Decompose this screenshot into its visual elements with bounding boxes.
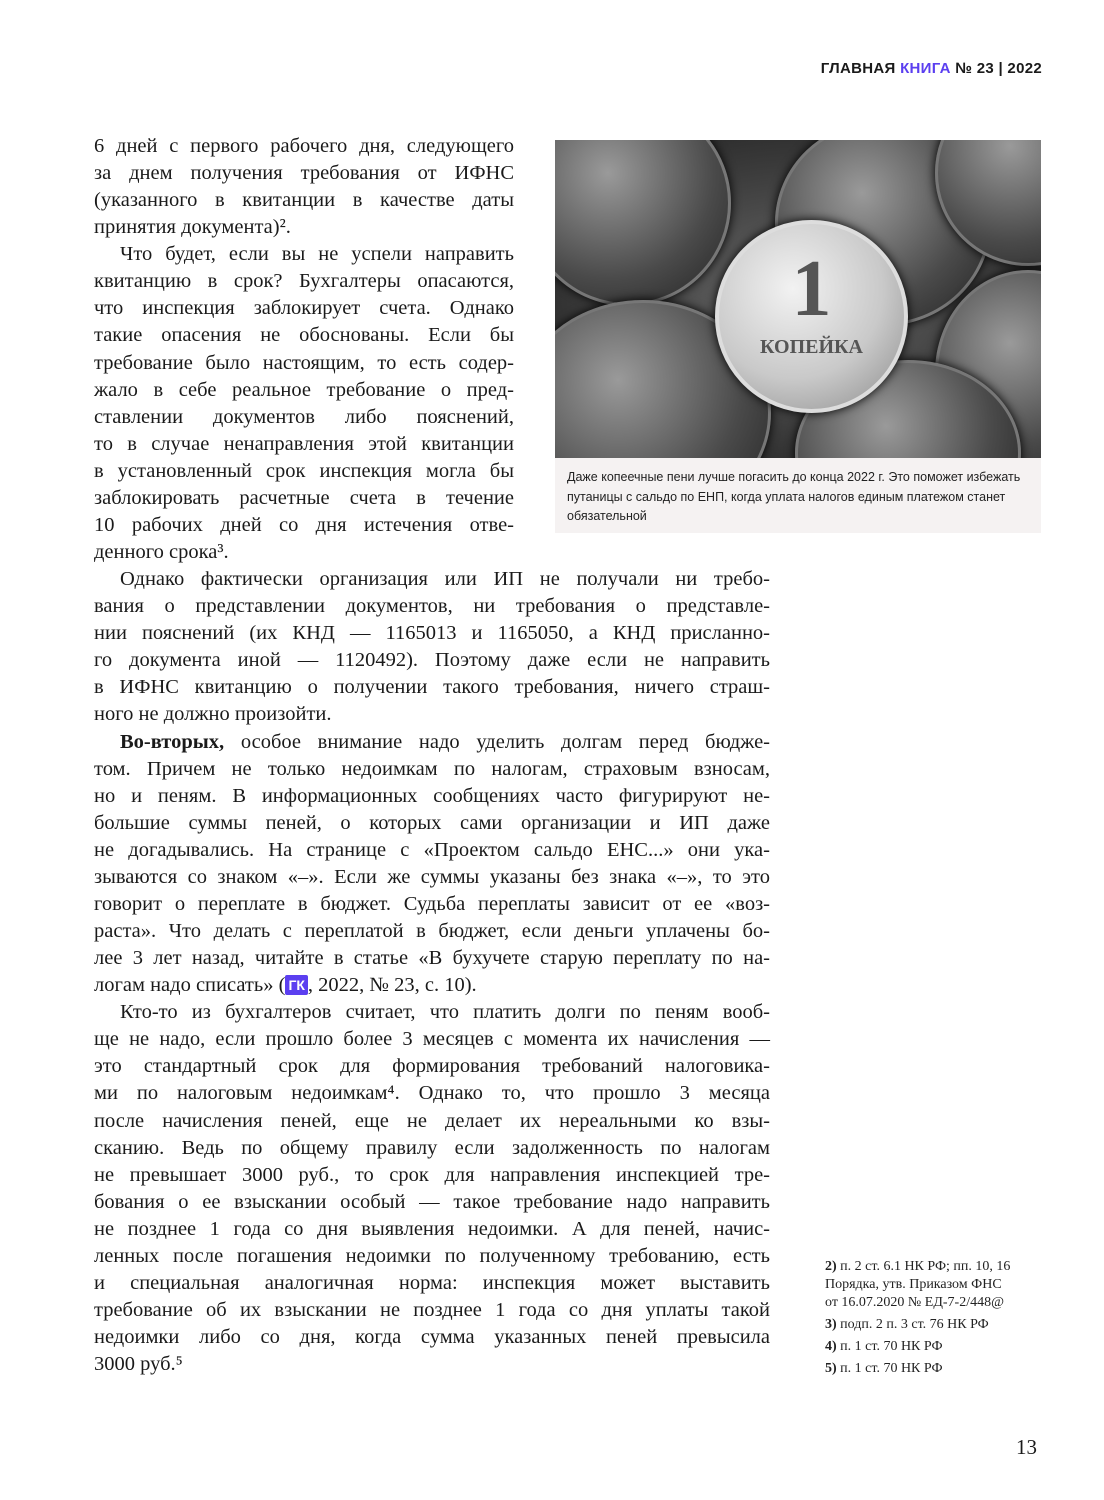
text-line: том. Причем не только недоимкам по налогам, страховым взносам, [94,757,770,780]
text-line: бования о ее взыскании особый — такое требование надо направить [94,1190,770,1213]
text-line: недоимки либо со дня, когда сумма указанных пеней превысила [94,1326,770,1349]
footnote-number: 5) [825,1361,841,1376]
kopeck-coin [715,220,908,413]
text-line: большие суммы пеней, о которых сами организации и ИП даже [94,811,770,834]
text-line: Однако фактически организация или ИП не получали ни требо- [120,568,770,591]
text-line: за днем получения требования от ИФНС [94,162,514,185]
text-line: то в случае ненаправления этой квитанции [94,432,514,455]
text-line: заблокировать расчетные счета в течение [94,486,514,509]
footnote-line: 5) п. 1 ст. 70 НК РФ [825,1361,943,1376]
magazine-name: ГЛАВНАЯ [820,60,896,77]
text-line: и специальная аналогичная норма: инспекция может выставить [94,1271,770,1294]
text-line: жало в себе реальное требование о пред- [94,378,514,401]
text-line: ми по налоговым недоимкам⁴. Однако то, что прошло 3 месяца [94,1082,770,1105]
text-line: Во-вторых, особое внимание надо уделить долгам перед бюдже- [120,730,770,753]
glavkniga-link-icon[interactable]: ГК [285,975,307,995]
text-line: квитанцию в срок? Бухгалтеры опасаются, [94,270,514,293]
text-line: не превышает 3000 руб., то срок для направления инспекцией тре- [94,1163,770,1186]
text-line: принятия документа)². [94,216,291,239]
footnote-line: 4) п. 1 ст. 70 НК РФ [825,1339,943,1354]
text-line: ставлении документов либо пояснений, [94,405,514,428]
text-line: 6 дней с первого рабочего дня, следующего [94,135,514,157]
coin-value: 1 [791,245,832,333]
text-line: не догадывались. На странице с «Проектом сальдо ЕНС...» они ука- [94,838,770,861]
text-line: сканию. Ведь по общему правилу если задолженность по налогам [94,1136,770,1159]
issue-number: № 23 | 2022 [955,60,1042,77]
text-line: раста». Что делать с переплатой в бюджет, если деньги уплачены бо- [94,920,770,943]
page-number: 13 [1016,1435,1037,1459]
text-line: ще не надо, если прошло более 3 месяцев с момента их начисления — [94,1028,770,1051]
footnote-line: 3) подп. 2 п. 3 ст. 76 НК РФ [825,1317,989,1332]
text-line: денного срока³. [94,541,229,564]
footnote-line: Порядка, утв. Приказом ФНС [825,1277,1002,1292]
text-line: ного не должно произойти. [94,703,332,726]
footnote-number: 4) [825,1339,841,1354]
text-line: говорит о переплате в бюджет. Судьба переплаты зависит от ее «воз- [94,892,770,915]
footnote-number: 2) [825,1259,841,1274]
photo-caption: Даже копеечные пени лучше погасить до конца 2022 г. Это поможет избежать путаницы с сальдо по ЕНП, когда уплата налогов единым платежом станет обязательной [555,458,1041,533]
text-line: что инспекция заблокирует счета. Однако [94,297,514,320]
coins-photo [555,140,1041,458]
text-line: такие опасения не обоснованы. Если бы [94,324,514,347]
text-line: Кто-то из бухгалтеров считает, что платить долги по пеням вооб- [120,1001,770,1024]
text-line: это стандартный срок для формирования требований налоговика- [94,1055,770,1078]
text-line: но и пеням. В информационных сообщениях часто фигурируют не- [94,784,770,807]
text-line: после начисления пеней, еще не делает их нереальными ко взы- [94,1109,770,1132]
text-line: не позднее 1 года со дня выявления недоимки. А для пеней, начис- [94,1217,770,1240]
text-line: 3000 руб.⁵ [94,1353,183,1376]
text-line: ленных после погашения недоимки по полученному требованию, есть [94,1244,770,1267]
text-line: зываются со знаком «–». Если же суммы указаны без знака «–», то это [94,865,770,888]
bold-lead-in: Во-вторых, [120,730,225,753]
text-line: нии пояснений (их КНД — 1165013 и 1165050, а КНД присланно- [94,622,770,645]
text-line: в установленный срок инспекция могла бы [94,459,514,482]
text-line: (указанного в квитанции в качестве даты [94,189,514,212]
text-line: 10 рабочих дней со дня истечения отве- [94,513,514,536]
text-line: вания о представлении документов, ни требования о представле- [94,595,770,618]
footnote-line: от 16.07.2020 № ЕД-7-2/448@ [825,1295,1004,1310]
running-header [821,60,1042,77]
text-line: го документа иной — 1120492). Поэтому даже если не направить [94,649,770,672]
text-line: лее 3 лет назад, читайте в статье «В бухучете старую переплату по на- [94,947,770,970]
magazine-name-accent: КНИГА [900,60,951,77]
footnote-line: 2) п. 2 ст. 6.1 НК РФ; пп. 10, 16 [825,1259,1011,1274]
text-line: Что будет, если вы не успели направить [120,243,514,266]
coin-word: КОПЕЙКА [760,336,863,358]
footnote-number: 3) [825,1317,841,1332]
text-line: требование об их взыскании не позднее 1 года со дня уплаты такой [94,1299,770,1321]
text-line: требование было настоящим, то есть содер- [94,351,514,374]
text-line: в ИФНС квитанцию о получении такого требования, ничего страш- [94,676,770,699]
text-line: логам надо списать» ( ГК , 2022, № 23, с. 10). [94,974,477,997]
